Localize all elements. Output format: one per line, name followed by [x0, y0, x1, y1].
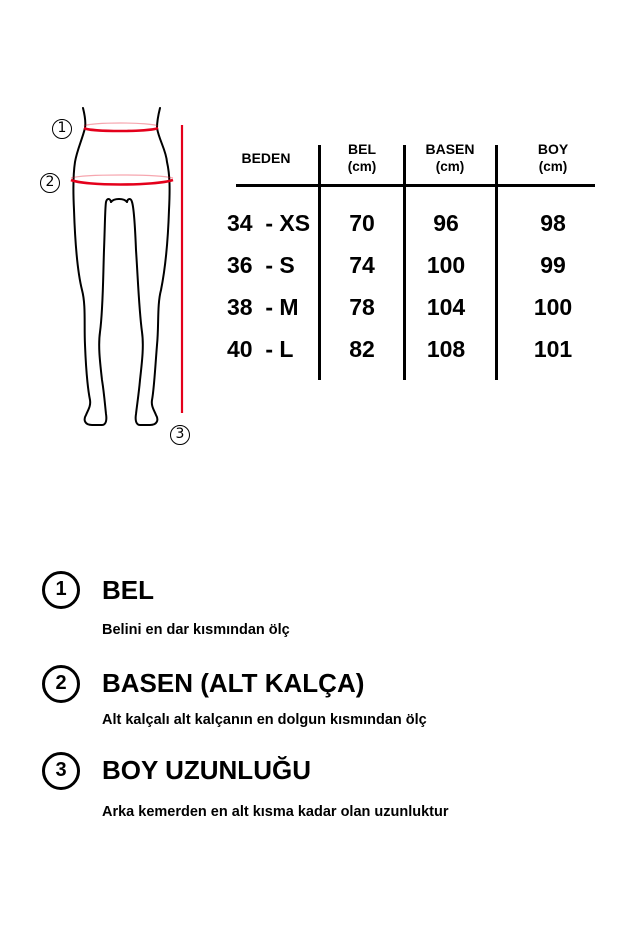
marker-2-icon: 2 [40, 173, 60, 193]
header-boy-label: BOY [537, 141, 569, 157]
legend-title-basen: BASEN (ALT KALÇA) [102, 668, 365, 698]
header-beden-label: BEDEN [241, 150, 291, 166]
legend-number-1-icon: 1 [42, 571, 80, 609]
legend-desc-boy: Arka kemerden en alt kısma kadar olan uzunluktur [102, 804, 449, 820]
size-table [220, 135, 610, 395]
size-cell: 34 - XS [227, 210, 311, 236]
header-basen-label: BASEN [425, 141, 475, 157]
marker-1-icon: 1 [52, 119, 72, 139]
bel-cell: 70 [349, 210, 375, 236]
header-bel [330, 141, 394, 175]
legend [0, 560, 621, 840]
header-basen [414, 141, 486, 175]
legend-title-bel: BEL [102, 575, 154, 605]
table-row [220, 252, 610, 280]
boy-cell: 100 [533, 294, 573, 320]
legend-number-3-icon: 3 [42, 752, 80, 790]
bel-cell: 78 [349, 294, 375, 320]
basen-cell: 108 [426, 336, 466, 362]
legend-desc-bel: Belini en dar kısmından ölç [102, 622, 290, 638]
table-row [220, 210, 610, 238]
boy-cell: 101 [533, 336, 573, 362]
table-row [220, 336, 610, 364]
basen-cell: 96 [433, 210, 459, 236]
header-boy-unit: (cm) [538, 159, 568, 174]
size-cell: 36 - S [227, 252, 295, 278]
header-beden [230, 150, 302, 167]
header-bel-label: BEL [348, 141, 376, 157]
basen-cell: 100 [426, 252, 466, 278]
table-row [220, 294, 610, 322]
size-cell: 38 - M [227, 294, 299, 320]
header-bel-unit: (cm) [347, 159, 377, 174]
legend-desc-basen: Alt kalçalı alt kalçanın en dolgun kısmından ölç [102, 712, 427, 728]
legend-number-2-icon: 2 [42, 665, 80, 703]
header-divider [236, 184, 595, 187]
bel-cell: 74 [349, 252, 375, 278]
marker-3-icon: 3 [170, 425, 190, 445]
legs-outline-icon [30, 100, 210, 450]
basen-cell: 104 [426, 294, 466, 320]
boy-cell: 98 [540, 210, 566, 236]
size-cell: 40 - L [227, 336, 294, 362]
measurement-figure [30, 100, 210, 450]
bel-cell: 82 [349, 336, 375, 362]
boy-cell: 99 [540, 252, 566, 278]
legend-title-boy: BOY UZUNLUĞU [102, 755, 311, 785]
header-boy [518, 141, 588, 175]
header-basen-unit: (cm) [435, 159, 465, 174]
